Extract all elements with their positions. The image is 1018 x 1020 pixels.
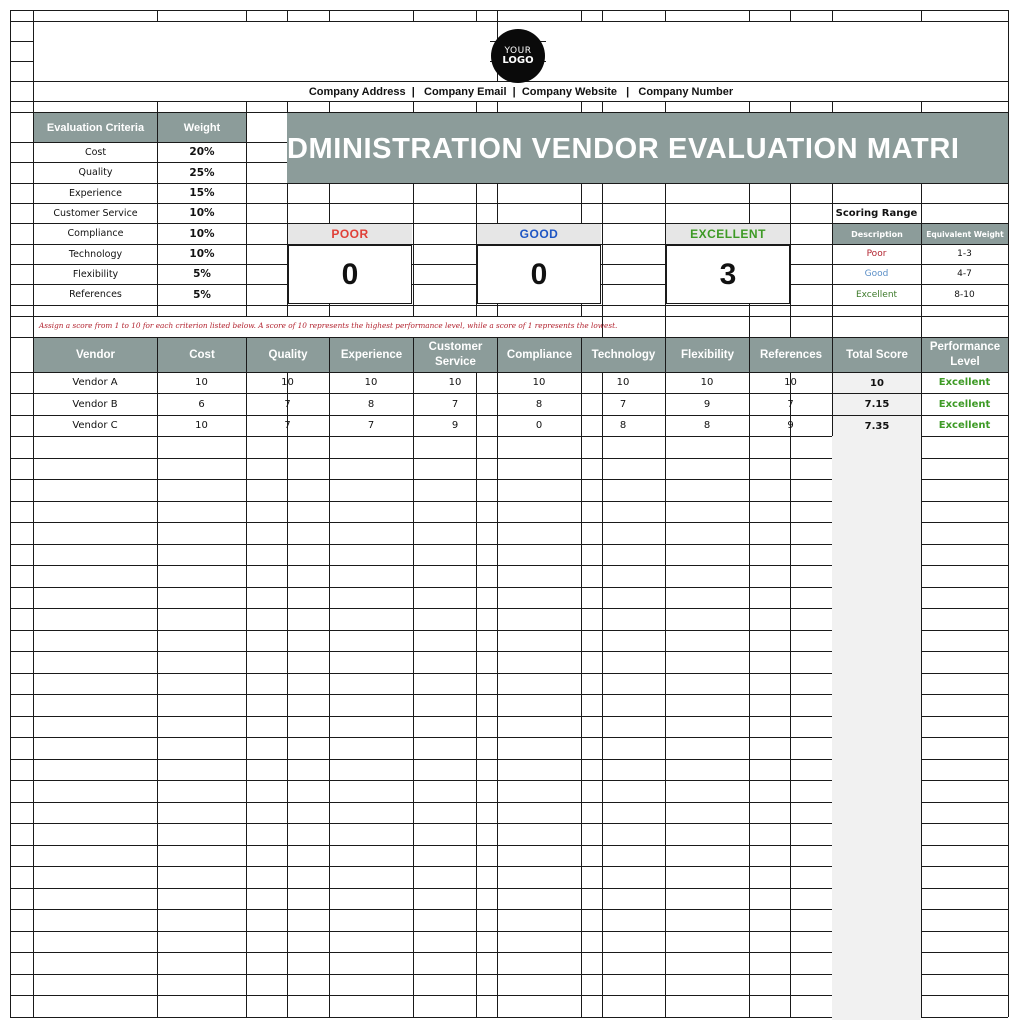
score-2-5: 8 [619,420,627,431]
criteria-weight-3: 10% [189,207,215,219]
criteria-name-7: References [69,289,122,300]
score-1-3: 7 [451,398,459,410]
table-header-3: Experience [330,338,413,372]
criteria-weight-7: 5% [193,288,211,301]
table-header-10: Performance Level [922,338,1008,372]
scoring-description-1: Good [864,269,889,279]
total-score-2: 7.35 [833,416,921,436]
score-2-4: 0 [535,420,543,431]
score-0-6: 10 [700,377,714,388]
criteria-name-1: Quality [78,167,113,178]
scoring-range-1: 4-7 [957,269,972,279]
weight-header: Weight [158,113,246,142]
score-2-6: 8 [703,420,711,431]
table-header-2: Quality [247,338,329,372]
criteria-name-6: Flexibility [72,268,119,280]
score-1-7: 7 [787,398,794,410]
total-score-0: 10 [833,373,921,393]
scoring-instructions: Assign a score from 1 to 10 for each criterion listed below. A score of 10 represents the highest performance level, while a score of 1 represents the lowest. [39,321,618,330]
score-1-6: 9 [703,398,711,410]
score-1-5: 7 [619,398,627,410]
score-2-7: 9 [787,420,794,431]
score-0-2: 10 [364,377,378,388]
scoring-description-2: Excellent [855,289,898,300]
score-0-1: 10 [281,377,294,388]
summary-count-good: 0 [530,257,548,291]
criteria-weight-6: 5% [193,268,211,280]
criteria-name-3: Customer Service [53,207,138,219]
criteria-name-0: Cost [84,146,107,158]
score-0-7: 10 [784,377,797,388]
score-2-1: 7 [284,420,291,431]
scoring-range-title: Scoring Range [835,207,918,219]
score-2-2: 7 [367,420,375,431]
score-0-3: 10 [448,377,462,388]
table-header-6: Technology [582,338,665,372]
criteria-name-5: Technology [68,248,123,260]
criteria-weight-4: 10% [189,227,215,240]
criteria-header: Evaluation Criteria [34,113,157,142]
criteria-weight-1: 25% [189,166,215,179]
summary-label-excellent: EXCELLENT [666,224,790,244]
company-logo: YOUR LOGO [491,29,545,83]
score-2-0: 10 [195,420,208,431]
table-header-0: Vendor [34,338,157,372]
table-header-4: Customer Service [414,338,497,372]
page-title: DMINISTRATION VENDOR EVALUATION MATRI [287,133,960,165]
scoring-range-2: 8-10 [954,289,975,300]
performance-level-2: Excellent [938,420,991,431]
company-info-line: Company Address | Company Email | Company Website | Company Number [308,85,734,98]
score-1-1: 7 [284,398,291,410]
table-header-7: Flexibility [666,338,749,372]
score-0-4: 10 [532,377,546,388]
summary-label-poor: POOR [288,224,412,244]
score-1-0: 6 [198,398,205,410]
scoring-weight-header: Equivalent Weight [922,224,1008,244]
summary-count-excellent: 3 [719,257,737,291]
score-0-5: 10 [616,377,630,388]
summary-count-poor: 0 [341,257,359,291]
criteria-name-2: Experience [69,187,122,199]
scoring-description-header: Description [833,224,921,244]
performance-level-1: Excellent [938,398,991,410]
score-1-4: 8 [535,398,543,410]
summary-label-good: GOOD [477,224,601,244]
scoring-range-0: 1-3 [957,249,972,259]
scoring-description-0: Poor [866,249,887,259]
criteria-weight-0: 20% [189,146,215,158]
performance-level-0: Excellent [938,377,991,388]
vendor-name-2: Vendor C [72,420,118,431]
score-2-3: 9 [451,420,459,431]
table-header-1: Cost [158,338,246,372]
criteria-weight-5: 10% [189,248,215,260]
table-header-9: Total Score [833,338,921,372]
criteria-name-4: Compliance [67,228,124,239]
vendor-name-0: Vendor A [72,377,118,388]
score-0-0: 10 [195,377,208,388]
table-header-5: Compliance [498,338,581,372]
score-1-2: 8 [367,398,375,410]
vendor-name-1: Vendor B [72,398,118,410]
total-score-1: 7.15 [833,394,921,415]
criteria-weight-2: 15% [189,187,215,199]
table-header-8: References [750,338,832,372]
